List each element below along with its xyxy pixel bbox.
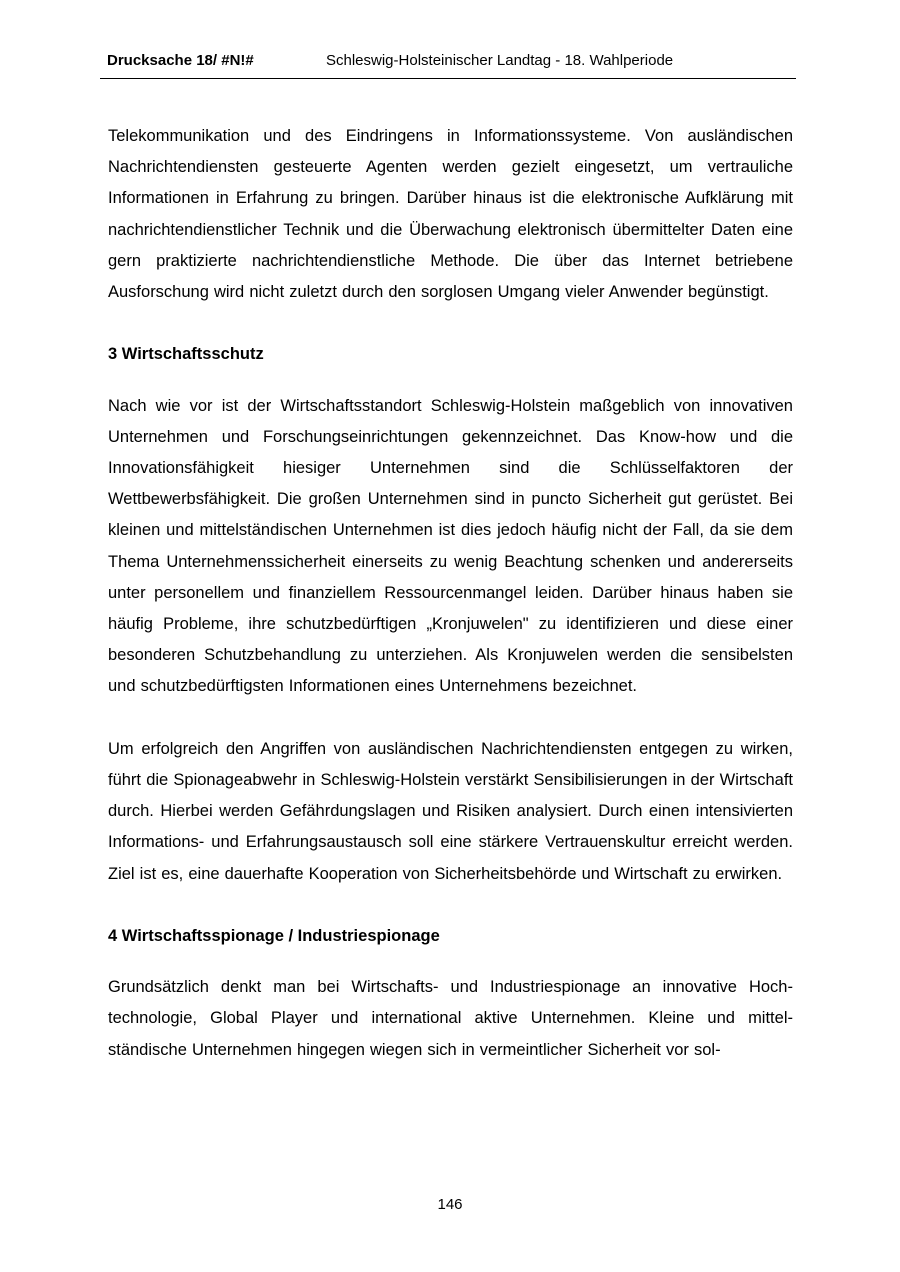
paragraph-wirtschaftsspionage: Grundsätzlich denkt man bei Wirtschafts- und Industriespionage an innovative Hochtechnologie, Global Player und international aktive Unternehmen. Kleine und mittelständische Unternehmen hingegen wiegen sich in vermeintlicher Sicherheit vor sol- bbox=[108, 978, 793, 1059]
document-body bbox=[108, 121, 793, 1066]
paragraph-wirtschaftsschutz-1: Nach wie vor ist der Wirtschaftsstandort Schleswig-Holstein maßgeblich von innovativen Unternehmen und Forschungseinrichtungen gekennzeichnet. Das Know-how und die Innovationsfähigkeit hiesiger Unternehmen sind die Schlüsselfaktoren der Wettbewerbsfähigkeit. Die großen Unternehmen sind in puncto Sicherheit gut gerüstet. Bei kleinen und mittelständischen Unternehmen ist dies jedoch häufig nicht der Fall, da sie dem Thema Unternehmenssicherheit einerseits zu wenig Beachtung schenken und andererseits unter personellem und finanziellem Ressourcenmangel leiden. Darüber hinaus haben sie häufig Probleme, ihre schutzbedürftigen „Kronjuwelen" zu identifizieren und diese einer besonderen Schutzbehandlung zu unterziehen. Als Kronjuwelen werden die sensibelsten und schutzbedürftigsten Informationen eines Unternehmens bezeichnet. bbox=[108, 396, 793, 696]
paragraph-intro: Telekommunikation und des Eindringens in Informationssysteme. Von ausländischen Nachrichtendiensten gesteuerte Agenten werden gezielt eingesetzt, um vertrauliche Informationen in Erfahrung zu bringen. Darüber hinaus ist die elektronische Aufklärung mit nachrichtendienstlicher Technik und die Überwachung elektronisch übermittelter Daten eine gern praktizierte nachrichtendienstliche Methode. Die über das Internet betriebene Ausforschung wird nicht zuletzt durch den sorglosen Umgang vieler Anwender begünstigt. bbox=[108, 127, 793, 302]
section-heading-wirtschaftsspionage: 4 Wirtschaftsspionage / Industriespionage bbox=[108, 927, 440, 946]
page-number: 146 bbox=[437, 1196, 463, 1213]
parliament-title: Schleswig-Holsteinischer Landtag - 18. Wahlperiode bbox=[326, 52, 674, 69]
document-number: Drucksache 18/ #N!# bbox=[107, 52, 254, 69]
page-header bbox=[100, 50, 796, 79]
paragraph-wirtschaftsschutz-2: Um erfolgreich den Angriffen von ausländischen Nachrichtendiensten entgegen zu wirken, führt die Spionageabwehr in Schleswig-Holstein verstärkt Sensibilisierungen in der Wirtschaft durch. Hierbei werden Gefährdungslagen und Risiken analysiert. Durch einen intensivierten Informations- und Erfahrungsaustausch soll eine stärkere Vertrauenskultur erreicht werden. Ziel ist es, eine dauerhafte Kooperation von Sicherheitsbehörde und Wirtschaft zu erwirken. bbox=[108, 739, 793, 883]
section-heading-wirtschaftsschutz: 3 Wirtschaftsschutz bbox=[108, 345, 264, 364]
